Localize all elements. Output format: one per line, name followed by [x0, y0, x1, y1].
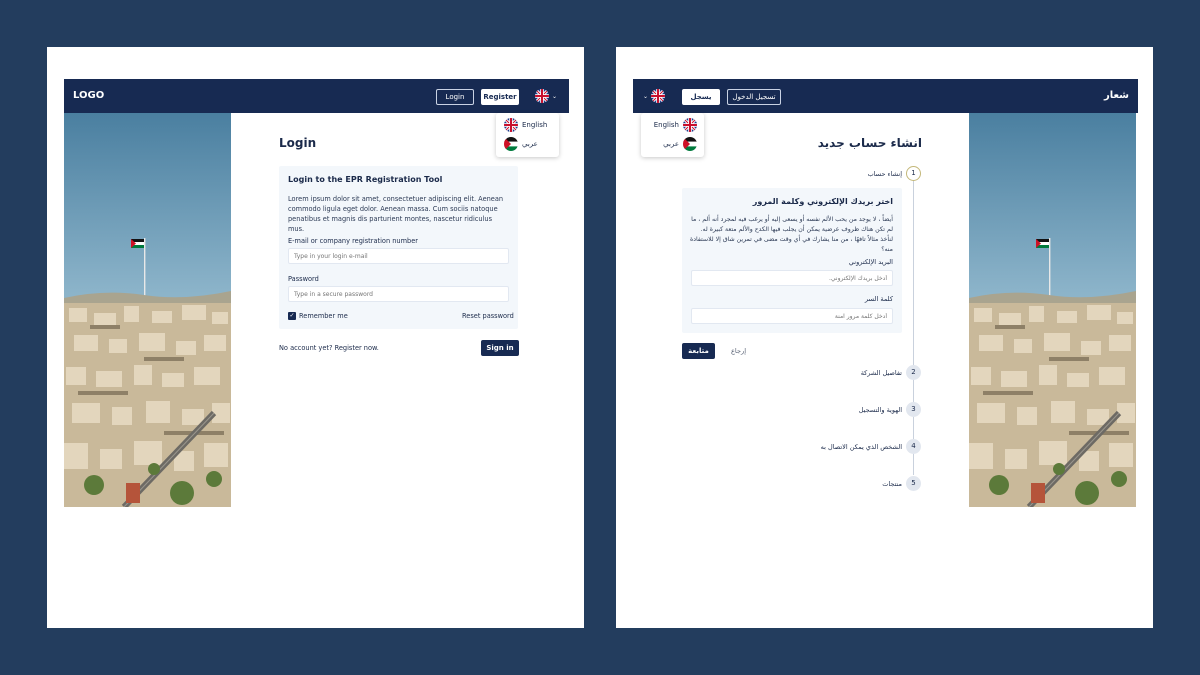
- jordan-flag-icon: [683, 137, 697, 151]
- step-5-indicator: 5: [906, 476, 921, 491]
- card-description: Lorem ipsum dolor sit amet, consectetuer adipiscing elit. Aenean commodo ligula eget dolor. Aenean massa. Cum sociis natoque penatibus et magnis dis parturient montes, nascetur ridiculus mus.: [288, 195, 504, 233]
- sign-in-button[interactable]: Sign in: [481, 340, 519, 356]
- top-navbar: [64, 79, 569, 113]
- uk-flag-icon: [504, 118, 518, 132]
- language-label: عربي: [663, 140, 679, 148]
- step-4-indicator: 4: [906, 439, 921, 454]
- password-input[interactable]: [288, 286, 509, 302]
- language-label: عربي: [522, 140, 538, 148]
- register-screen-panel: [616, 47, 1153, 628]
- account-card: [682, 188, 902, 333]
- jordan-flag-icon: [504, 137, 518, 151]
- register-button[interactable]: Register: [481, 89, 519, 105]
- language-dropdown: [641, 113, 704, 157]
- language-option-english[interactable]: [647, 118, 697, 132]
- page-title: انشاء حساب جديد: [817, 136, 922, 150]
- language-option-arabic[interactable]: [647, 137, 697, 151]
- email-input[interactable]: [691, 270, 893, 286]
- card-description: أيضاً ، لا يوجد من يحب الألم نفسه أو يسعى إليه أو يرغب فيه لمجرد أنه ألم ، ما لم تكن هناك ظروف عرضية يمكن أن يجلب فيها الكدح والألم متعة كبيرة له. لنأخذ مثالاً تافهًا ، من منا يشارك في أي وقت مضى في تمرين شاق إلا للاستفادة منه؟: [690, 216, 893, 253]
- step-2-label: تفاصيل الشركة: [860, 369, 902, 377]
- logo: LOGO: [73, 90, 105, 101]
- login-button[interactable]: تسجيل الدخول: [727, 89, 781, 105]
- language-label: English: [653, 121, 679, 129]
- login-card: [279, 166, 518, 329]
- login-button[interactable]: Login: [436, 89, 474, 105]
- language-label: English: [522, 121, 548, 129]
- card-title: اختر بريدك الإلكتروني وكلمة المرور: [752, 197, 893, 206]
- page-title: Login: [279, 136, 317, 150]
- language-dropdown: [496, 113, 559, 157]
- email-input[interactable]: [288, 248, 509, 264]
- continue-button[interactable]: متابعة: [682, 343, 715, 359]
- register-now-link[interactable]: No account yet? Register now.: [279, 344, 379, 352]
- step-1-label: إنشاء حساب: [867, 170, 902, 178]
- register-button[interactable]: يسجل: [682, 89, 720, 105]
- chevron-down-icon[interactable]: ⌄: [643, 93, 649, 100]
- logo: شعار: [1104, 90, 1129, 101]
- top-navbar: [633, 79, 1138, 113]
- step-1-indicator: 1: [906, 166, 921, 181]
- remember-me-checkbox[interactable]: ✓: [289, 312, 295, 319]
- reset-password-link[interactable]: Reset password: [462, 312, 514, 320]
- language-option-english[interactable]: [504, 118, 554, 132]
- language-option-arabic[interactable]: [504, 137, 554, 151]
- uk-flag-icon[interactable]: [535, 89, 549, 103]
- city-photo: [64, 113, 231, 507]
- password-input[interactable]: [691, 308, 893, 324]
- stepper-line: [913, 180, 914, 475]
- remember-me-label: Remember me: [299, 312, 348, 320]
- step-2-indicator: 2: [906, 365, 921, 380]
- step-3-indicator: 3: [906, 402, 921, 417]
- step-5-label: منتجات: [882, 480, 902, 488]
- chevron-down-icon[interactable]: ⌄: [552, 93, 558, 100]
- password-label: كلمة السر: [864, 295, 893, 303]
- login-screen-panel: [47, 47, 584, 628]
- city-photo: [969, 113, 1136, 507]
- password-label: Password: [288, 275, 319, 283]
- step-3-label: الهوية والتسجيل: [858, 406, 902, 414]
- uk-flag-icon: [683, 118, 697, 132]
- email-label: E-mail or company registration number: [288, 237, 418, 245]
- card-title: Login to the EPR Registration Tool: [288, 175, 443, 184]
- back-button[interactable]: إرجاع: [731, 347, 747, 355]
- uk-flag-icon[interactable]: [651, 89, 665, 103]
- step-4-label: الشخص الذي يمكن الاتصال به: [820, 443, 902, 451]
- email-label: البريد الإلكتروني: [848, 258, 893, 266]
